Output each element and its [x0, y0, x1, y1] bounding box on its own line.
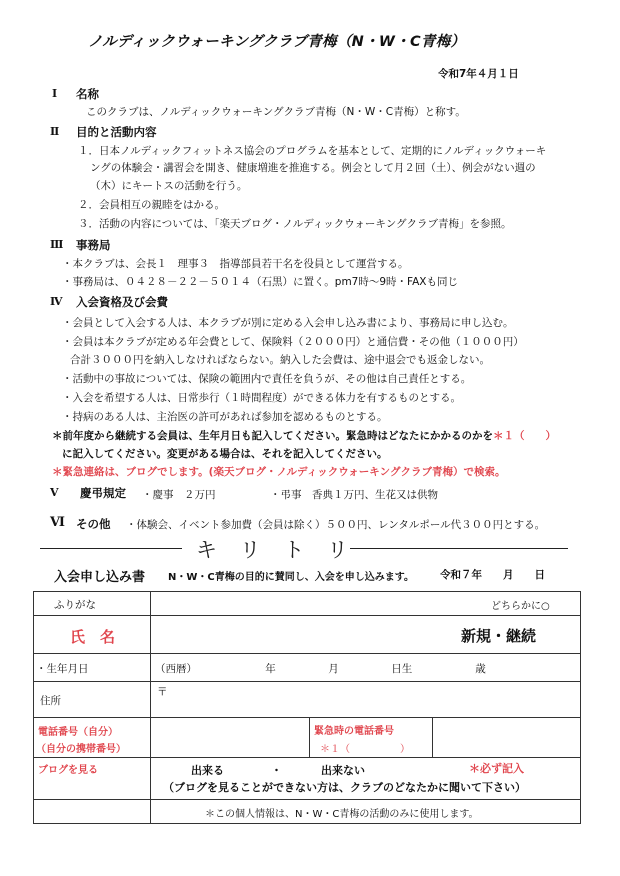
cut-line-label: キ リ ト リ: [196, 538, 357, 562]
name-label: 氏 名: [70, 628, 116, 646]
name-field[interactable]: [151, 616, 581, 654]
form-intro: N・W・C青梅の目的に賛同し、入会を申し込みます。: [168, 572, 414, 583]
section-4-note-3: ＊緊急連絡は、ブログでします。(楽天ブログ・ノルディックウォーキングクラブ青梅）で検索。: [52, 466, 506, 478]
section-2-item-3: ３．活動の内容については、「楽天ブログ・ノルディックウォーキングクラブ青梅」を参照。: [78, 218, 512, 230]
emergency-label-cell: [310, 718, 433, 758]
privacy-note: ＊この個人情報は、N・W・C青梅の活動のみに使用します。: [205, 809, 479, 820]
section-4-number: Ⅳ: [50, 295, 63, 308]
cut-line-left: [40, 548, 182, 549]
section-2-item-1b: ングの体験会・講習会を開き、健康増進を推進する。例会として月２回（土）、例会がない週の: [90, 162, 536, 174]
section-5-text-1: ・慶事 ２万円: [142, 489, 216, 501]
page-title: ノルディックウォーキングクラブ青梅（N・W・C青梅）: [88, 34, 466, 50]
emergency-ref: ＊１（ ）: [320, 744, 410, 755]
emergency-label: 緊急時の電話番号: [314, 726, 394, 737]
phone-field[interactable]: [151, 718, 310, 758]
section-4-item-3: ・活動中の事故については、保険の範囲内で責任を負うが、その他は自己責任とする。: [62, 373, 472, 385]
phone-label-cell: [34, 718, 151, 758]
furigana-field[interactable]: [151, 592, 581, 616]
section-2-number: Ⅱ: [50, 125, 60, 138]
postal-mark: 〒: [157, 686, 168, 698]
section-4-item-1: ・会員として入会する人は、本クラブが別に定める入会申し込み書により、事務局に申し込む。: [62, 317, 514, 329]
section-5-text-2: ・弔事 香典１万円、生花又は供物: [270, 489, 438, 501]
birth-label-cell: [34, 654, 151, 682]
section-5-heading: 慶弔規定: [80, 486, 126, 500]
section-1-number: Ⅰ: [52, 87, 58, 100]
blog-help-note: （ブログを見ることができない方は、クラブのどなたかに聞いて下さい）: [163, 781, 526, 794]
phone-label: 電話番号（自分）: [38, 727, 118, 738]
section-4-item-5: ・持病のある人は、主治医の許可があれば参加を認めるものとする。: [62, 411, 388, 423]
section-1-heading: 名称: [76, 87, 99, 101]
choice-note: どちらかに○: [491, 601, 550, 612]
birth-label: ・生年月日: [36, 663, 89, 675]
form-heading: 入会申し込み書: [54, 570, 146, 585]
blog-label-cell: [34, 758, 151, 800]
address-field[interactable]: [151, 682, 581, 718]
section-3-item-2: ・事務局は、０４２８－２２－５０１４（石黒）に置く。pm7時～9時・FAXも同じ: [62, 276, 458, 288]
birth-fields-text: （西暦） 年 月 日生 歳: [155, 663, 486, 675]
new-renew-choice[interactable]: 新規・継続: [461, 627, 537, 645]
section-6-number: Ⅵ: [50, 515, 65, 530]
address-label: 住所: [40, 695, 61, 707]
blog-no-option[interactable]: 出来ない: [321, 764, 365, 777]
document-date: 令和7年４月１日: [438, 68, 519, 80]
section-2-item-1a: １．日本ノルディックフィットネス協会のプログラムを基本として、定期的にノルディックウォーキ: [78, 145, 547, 157]
privacy-empty-cell: [34, 800, 151, 824]
section-2-item-2: ２．会員相互の親睦をはかる。: [78, 199, 225, 211]
section-5-number: Ⅴ: [50, 486, 59, 499]
section-4-item-4: ・入会を希望する人は、日常歩行（１時間程度）ができる体力を有するものとする。: [62, 392, 461, 404]
blog-yes-option[interactable]: 出来る: [191, 764, 224, 777]
section-4-note-2: に記入してください。変更がある場合は、それを記入してください。: [62, 448, 388, 460]
section-3-heading: 事務局: [76, 238, 111, 252]
section-4-heading: 入会資格及び会費: [76, 295, 168, 309]
section-4-item-2: ・会員は本クラブが定める年会費として、保険料（２０００円）と通信費・その他（１０００円）: [62, 336, 524, 348]
emergency-ref-marker: ＊１（ ）: [493, 430, 556, 442]
name-label-cell: [34, 616, 151, 654]
section-4-note-1: [52, 428, 556, 443]
section-4-note-1-text: ＊前年度から継続する会員は、生年月日も記入してください。緊急時はどなたにかかるのかを: [52, 430, 493, 442]
blog-label: ブログを見る: [38, 765, 98, 776]
furigana-label: ふりがな: [54, 599, 96, 611]
address-label-cell: [34, 682, 151, 718]
blog-required-note: ＊必ず記入: [469, 762, 524, 775]
section-6-heading: その他: [76, 517, 111, 531]
form-date: 令和７年 月 日: [440, 569, 545, 581]
mobile-label: （自分の携帯番号）: [36, 744, 126, 755]
section-1-text: このクラブは、ノルディックウォーキングクラブ青梅（N・W・C青梅）と称す。: [86, 106, 466, 118]
birth-field[interactable]: [151, 654, 581, 682]
blog-option-separator: ・: [271, 764, 282, 777]
section-4-item-2b: 合計３０００円を納入しなければならない。納入した会費は、途中退会でも返金しない。: [70, 354, 490, 366]
cut-line-right: [350, 548, 568, 549]
section-2-heading: 目的と活動内容: [76, 125, 157, 139]
section-6-text: ・体験会、イベント参加費（会員は除く）５００円、レンタルポール代３００円とする。: [126, 519, 546, 531]
application-form: [33, 591, 581, 824]
emergency-phone-field[interactable]: [433, 718, 581, 758]
privacy-cell: [151, 800, 581, 824]
furigana-label-cell: [34, 592, 151, 616]
section-3-item-1: ・本クラブは、会長１ 理事３ 指導部員若干名を役員として運営する。: [62, 258, 409, 270]
section-2-item-1c: （木）にキートスの活動を行う。: [90, 180, 248, 192]
blog-field: [151, 758, 581, 800]
section-3-number: Ⅲ: [50, 238, 64, 251]
